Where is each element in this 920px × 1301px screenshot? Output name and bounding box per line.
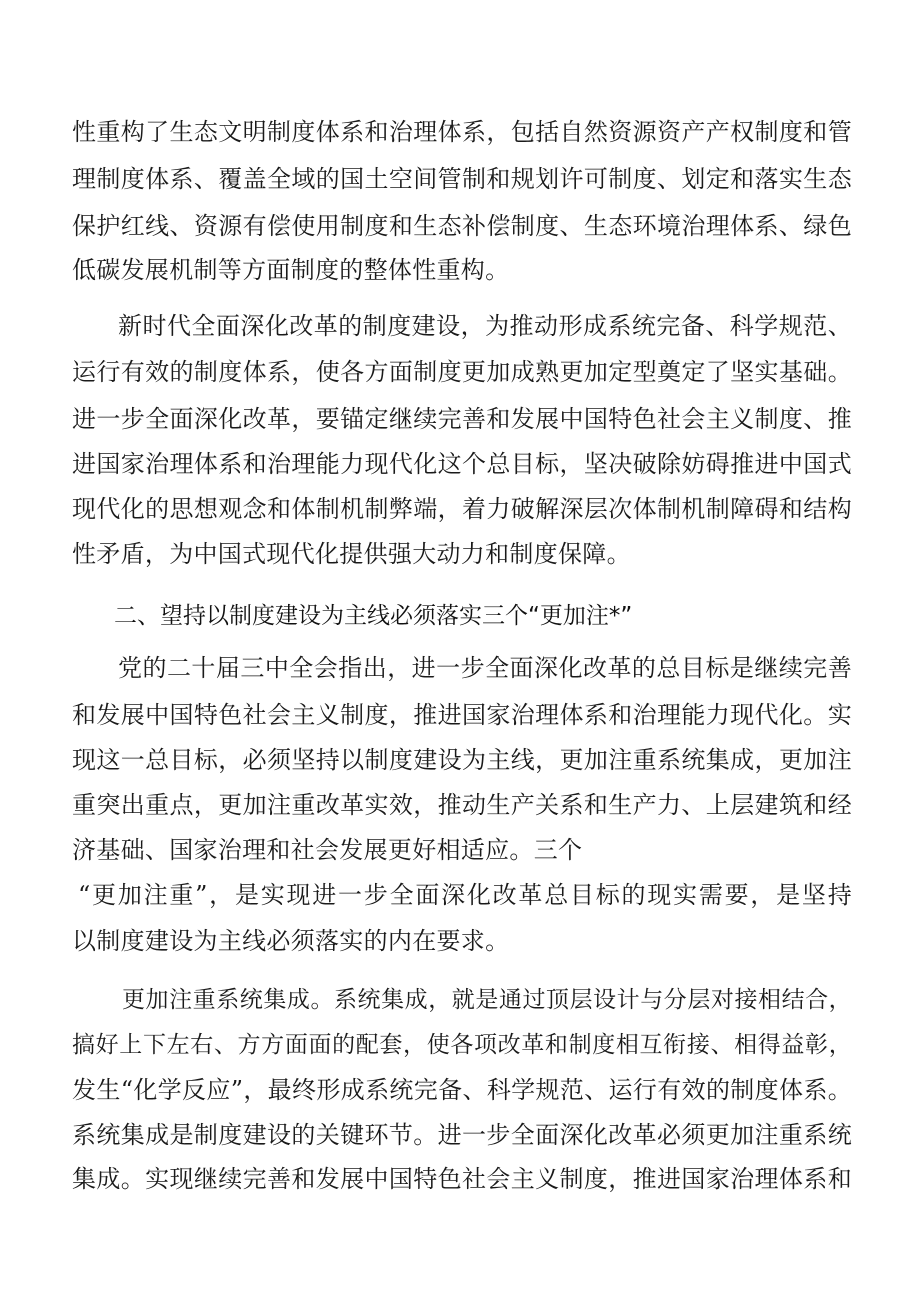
- paragraph-2-line-4: 进国家治理体系和治理能力现代化这个总目标，坚决破除妨碍推进中国式: [72, 450, 852, 478]
- paragraph-4-line-1: 更加注重系统集成。系统集成，就是通过顶层设计与分层对接相结合，: [122, 987, 852, 1013]
- paragraph-4-line-2: 搞好上下左右、方方面面的配套，使各项改革和制度相互衔接、相得益彰，: [72, 1032, 852, 1058]
- paragraph-2-line-1: 新时代全面深化改革的制度建设，为推动形成系统完备、科学规范、: [118, 312, 852, 340]
- section-heading: 二、望持以制度建设为主线必须落实三个“更加注*”: [114, 603, 633, 629]
- paragraph-3-line-5: 济基础、国家治理和社会发展更好相适应。三个: [72, 836, 583, 864]
- paragraph-1-line-1: 性重构了生态文明制度体系和治理体系，包括自然资源资产产权制度和管: [72, 118, 852, 146]
- paragraph-3-line-7: 以制度建设为主线必须落实的内在要求。: [72, 927, 510, 955]
- paragraph-4-line-5: 集成。实现继续完善和发展中国特色社会主义制度，推进国家治理体系和: [72, 1165, 852, 1193]
- paragraph-2-line-5: 现代化的思想观念和体制机制弊端，着力破解深层次体制机制障碍和结构: [72, 495, 852, 523]
- paragraph-3-line-2: 和发展中国特色社会主义制度，推进国家治理体系和治理能力现代化。实: [72, 701, 852, 729]
- paragraph-1-line-4: 低碳发展机制等方面制度的整体性重构。: [72, 256, 510, 284]
- paragraph-1-line-2: 理制度体系、覆盖全域的国土空间管制和规划许可制度、划定和落实生态: [72, 165, 852, 193]
- paragraph-2-line-2: 运行有效的制度体系，使各方面制度更加成熟更加定型奠定了坚实基础。: [72, 358, 852, 386]
- paragraph-3-line-4: 重突出重点，更加注重改革实效，推动生产关系和生产力、上层建筑和经: [72, 791, 852, 819]
- paragraph-1-line-3: 保护红线、资源有偿使用制度和生态补偿制度、生态环境治理体系、绿色: [72, 212, 852, 240]
- paragraph-2-line-3: 进一步全面深化改革，要锚定继续完善和发展中国特色社会主义制度、推: [72, 405, 852, 433]
- paragraph-2-line-6: 性矛盾，为中国式现代化提供强大动力和制度保障。: [72, 540, 631, 568]
- paragraph-3-line-3: 现这一总目标，必须坚持以制度建设为主线，更加注重系统集成，更加注: [72, 746, 852, 774]
- paragraph-3-line-1: 党的二十届三中全会指出，进一步全面深化改革的总目标是继续完善: [118, 654, 852, 682]
- paragraph-4-line-4: 系统集成是制度建设的关键环节。进一步全面深化改革必须更加注重系统: [72, 1121, 852, 1149]
- paragraph-3-line-6: “更加注重”，是实现进一步全面深化改革总目标的现实需要，是坚持: [78, 881, 852, 909]
- paragraph-4-line-3: 发生“化学反应”，最终形成系统完备、科学规范、运行有效的制度体系。: [72, 1076, 852, 1104]
